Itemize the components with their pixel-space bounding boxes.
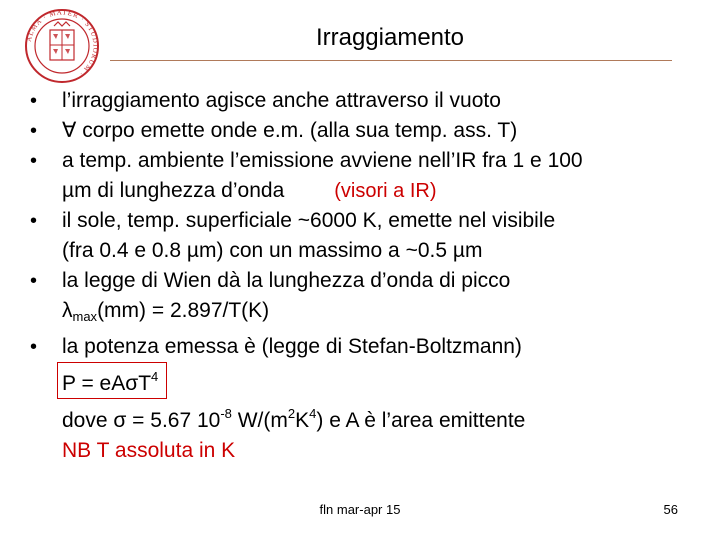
- meter-exponent: 2: [287, 406, 296, 421]
- list-item: [30, 146, 700, 176]
- list-item: [30, 332, 700, 362]
- bullet-text: (fra 0.4 e 0.8 µm) con un massimo a ~0.5 µm: [62, 239, 483, 262]
- area-definition: ) e A è l’area emittente: [316, 409, 526, 432]
- bullet-text: la legge di Wien dà la lunghezza d’onda di picco: [62, 269, 511, 292]
- stefan-boltzmann-formula: P = eAσT: [62, 372, 152, 395]
- list-item-continuation: [30, 176, 700, 206]
- bullet-text: µm di lunghezza d’onda: [62, 179, 285, 202]
- university-seal-logo: [24, 8, 100, 84]
- stefan-boltzmann-formula-row: [30, 362, 700, 399]
- title-divider: [110, 60, 672, 61]
- ir-viewer-note: (visori a IR): [334, 180, 437, 202]
- footer-course: fln mar-apr 15: [319, 502, 401, 517]
- sigma-units-a: W/(m: [231, 409, 288, 432]
- sigma-definition: dove σ = 5.67 10: [62, 409, 221, 432]
- lambda-subscript: max: [72, 309, 98, 324]
- forall-symbol: ∀: [62, 119, 77, 142]
- bullet-text: il sole, temp. superficiale ~6000 K, emette nel visibile: [62, 209, 556, 232]
- list-item: [30, 266, 700, 296]
- absolute-temperature-note: NB T assoluta in K: [62, 439, 236, 462]
- list-item: [30, 116, 700, 146]
- bullet-list: [30, 86, 700, 466]
- bullet-text: l’irraggiamento agisce anche attraverso il vuoto: [62, 89, 501, 112]
- list-item-continuation: [30, 236, 700, 266]
- stefan-boltzmann-formula-box: [57, 362, 167, 399]
- bullet-text: corpo emette onde e.m. (alla sua temp. ass. T): [76, 119, 518, 142]
- wien-formula: [30, 296, 700, 332]
- list-item: [30, 206, 700, 236]
- bullet-text: la potenza emessa è (legge di Stefan-Boltzmann): [62, 335, 522, 358]
- page-number: 56: [663, 502, 678, 517]
- list-item: [30, 86, 700, 116]
- lambda-symbol: λ: [62, 299, 73, 322]
- formula-exponent: 4: [151, 369, 159, 384]
- kelvin-exponent: 4: [309, 406, 317, 421]
- constants-line: [30, 399, 700, 436]
- sigma-exponent: -8: [220, 406, 232, 421]
- bullet-text: a temp. ambiente l’emissione avviene nell’IR fra 1 e 100: [62, 149, 583, 172]
- svg-text:ALMA · MATER · STUDIORUM ·: ALMA · MATER · STUDIORUM ·: [24, 8, 100, 79]
- slide-title: Irraggiamento: [315, 24, 465, 51]
- sigma-units-b: K: [295, 409, 310, 432]
- wien-formula-rest: (mm) = 2.897/T(K): [97, 299, 270, 322]
